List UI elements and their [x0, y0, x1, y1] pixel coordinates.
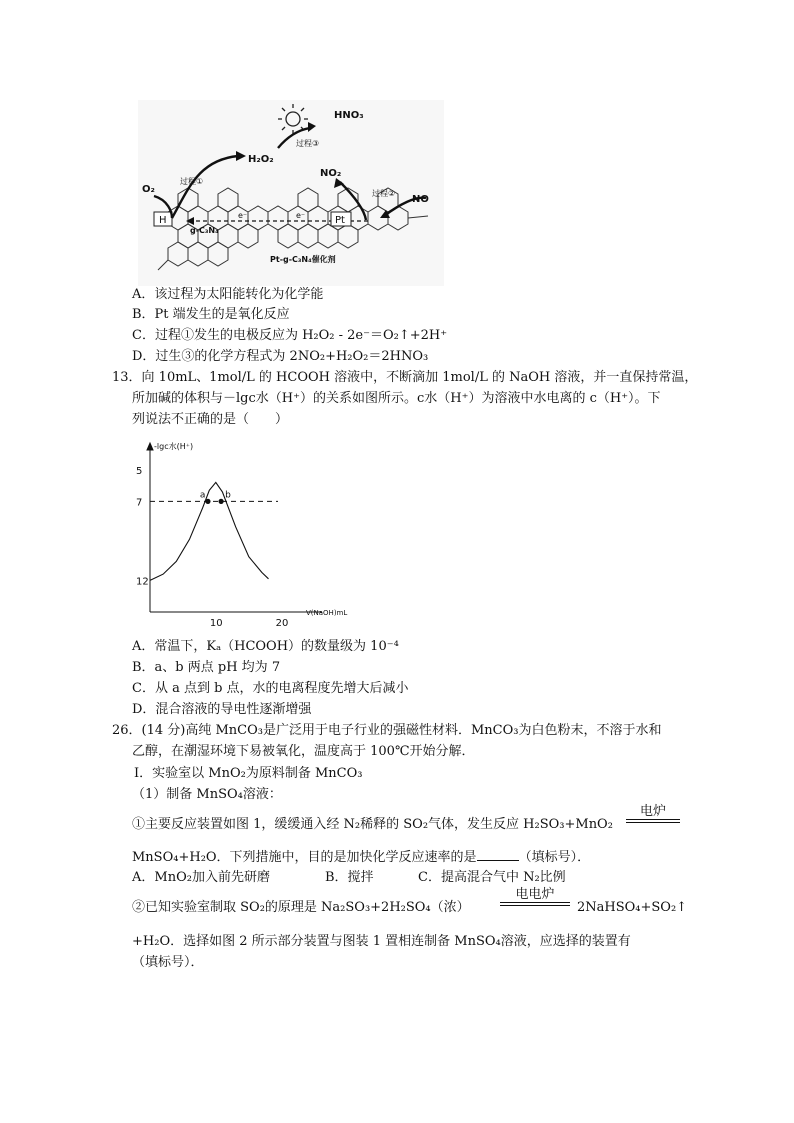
q26-option-a: A．MnO₂加入前先研磨	[132, 870, 270, 885]
condition-2-label: 电电炉	[515, 887, 555, 902]
answer-blank-1[interactable]	[477, 848, 519, 861]
no2-label: NO₂	[320, 168, 342, 179]
h2o2-label: H₂O₂	[248, 154, 274, 165]
q12-option-b: B．Pt 端发生的是氧化反应	[132, 307, 290, 322]
q13-stem-line3: 列说法不正确的是（ ）	[132, 412, 289, 427]
x-axis-label: V(NaOH)mL	[306, 609, 348, 617]
y-axis-label: -lgc水(H⁺)	[154, 442, 194, 451]
point-label-b: b	[225, 490, 231, 501]
q12-option-a: A．该过程为太阳能转化为化学能	[132, 287, 324, 302]
q13-option-b: B．a、b 两点 pH 均为 7	[132, 660, 281, 675]
hno3-label: HNO₃	[334, 110, 364, 121]
q26-part1: Ⅰ．实验室以 MnO₂为原料制备 MnCO₃	[134, 766, 363, 781]
q26-option-b: B．搅拌	[325, 870, 374, 885]
series-line	[150, 482, 269, 580]
process3-label: 过程③	[296, 139, 320, 148]
q26-intro-line1: 26．(14 分)高纯 MnCO₃是广泛用于电子行业的强磁性材料．MnCO₃为白色粉末，不溶于水和	[112, 723, 662, 738]
q26-item2-products: 2NaHSO₄+SO₂↑	[577, 900, 688, 915]
q26-option-c: C．提高混合气中 N₂比例	[418, 870, 566, 885]
q26-item2-line3: （填标号）．	[132, 955, 204, 970]
y-tick-label: 12	[136, 576, 149, 588]
reaction-condition-2	[500, 887, 570, 906]
q13-option-d: D．混合溶液的导电性逐渐增强	[132, 702, 312, 717]
point-b	[219, 499, 224, 504]
reaction-condition-1	[626, 804, 680, 823]
electron-label-1: e⁻	[238, 211, 248, 220]
x-tick-label: 20	[275, 618, 289, 629]
q13-stem-line1: 13．向 10mL、1mol/L 的 HCOOH 溶液中，不断滴加 1mol/L 的 NaOH 溶液，并一直保持常温，	[112, 370, 698, 385]
q13-option-a: A．常温下，Kₐ（HCOOH）的数量级为 10⁻⁴	[132, 639, 399, 654]
q13-option-c: C．从 a 点到 b 点，水的电离程度先增大后减小	[132, 681, 409, 696]
electron-label-2: e⁻	[296, 211, 306, 220]
equals-sign-1	[626, 819, 680, 823]
y-tick-label: 7	[136, 497, 143, 509]
gcn-label: g-C₃N₄	[190, 226, 219, 235]
pt-label: Pt	[335, 215, 345, 226]
chart-lgc-vs-volume	[128, 436, 348, 632]
process2-label: 过程②	[372, 189, 396, 198]
x-tick-label: 10	[209, 618, 223, 629]
q26-intro-line2: 乙醇，在潮湿环境下易被氧化，温度高于 100℃开始分解．	[132, 744, 475, 759]
q13-stem-line2: 所加碱的体积与－lgc水（H⁺）的关系如图所示。c水（H⁺）为溶液中水电离的 c（H⁺）。下	[132, 391, 661, 406]
process1-label: 过程①	[180, 177, 204, 186]
catalysis-diagram	[138, 100, 444, 286]
q26-item2-text: ②已知实验室制取 SO₂的原理是 Na₂SO₃+2H₂SO₄（浓）	[132, 900, 470, 915]
q12-option-d: D．过生③的化学方程式为 2NO₂+H₂O₂＝2HNO₃	[132, 349, 429, 364]
q26-item1-text: ①主要反应装置如图 1，缓缓通入经 N₂稀释的 SO₂气体，发生反应 H₂SO₃+MnO₂	[132, 817, 613, 832]
equals-sign-2	[500, 902, 570, 906]
q26-sub1: （1）制备 MnSO₄溶液：	[132, 787, 282, 802]
q12-option-c: C．过程①发生的电极反应为 H₂O₂ - 2e⁻＝O₂↑+2H⁺	[132, 328, 448, 343]
q26-item1-line2-text: MnSO₄+H₂O．下列措施中，目的是加快化学反应速率的是	[132, 850, 477, 865]
q26-item1-line2	[132, 848, 590, 867]
q26-item2-line2: +H₂O．选择如图 2 所示部分装置与图装 1 置相连制备 MnSO₄溶液，应选择的装置有	[132, 934, 631, 949]
y-axis-arrowhead	[147, 443, 153, 450]
q26-item1-line2-tail: （填标号）．	[518, 850, 591, 865]
no-label: NO	[412, 194, 429, 205]
point-a	[205, 499, 210, 504]
point-label-a: a	[199, 490, 206, 501]
condition-1-label: 电炉	[639, 804, 666, 819]
y-tick-label: 5	[136, 465, 143, 477]
catalyst-caption: Pt-g-C₃N₄催化剂	[270, 255, 336, 264]
h-label: H	[159, 215, 167, 226]
o2-label: O₂	[142, 184, 155, 195]
